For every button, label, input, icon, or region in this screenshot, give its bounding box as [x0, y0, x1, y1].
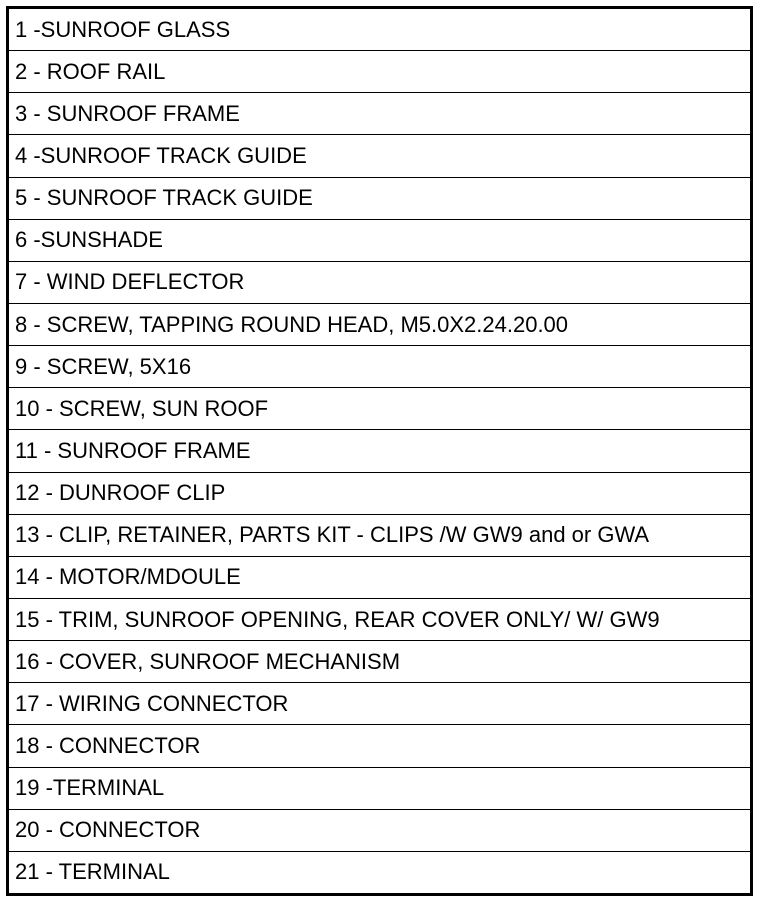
parts-legend-table [6, 6, 753, 896]
legend-row-6: 6 -SUNSHADE [9, 220, 750, 262]
legend-row-21: 21 - TERMINAL [15, 859, 170, 885]
legend-row-8: 8 - SCREW, TAPPING ROUND HEAD, M5.0X2.24.20.00 [9, 304, 750, 346]
legend-row-20: 20 - CONNECTOR [9, 810, 750, 852]
legend-row-14: 14 - MOTOR/MDOULE [9, 557, 750, 599]
legend-row-9: 9 - SCREW, 5X16 [9, 346, 750, 388]
legend-row-3: 3 - SUNROOF FRAME [9, 93, 750, 135]
legend-row-2: 2 - ROOF RAIL [9, 51, 750, 93]
legend-row-19: 19 -TERMINAL [9, 768, 750, 810]
legend-row-10: 10 - SCREW, SUN ROOF [9, 388, 750, 430]
legend-row-18: 18 - CONNECTOR [9, 725, 750, 767]
legend-row-5: 5 - SUNROOF TRACK GUIDE [9, 178, 750, 220]
legend-row-11: 11 - SUNROOF FRAME [9, 430, 750, 472]
legend-row-13: 13 - CLIP, RETAINER, PARTS KIT - CLIPS /W GW9 and or GWA [9, 515, 750, 557]
legend-row-15: 15 - TRIM, SUNROOF OPENING, REAR COVER ONLY/ W/ GW9 [9, 599, 750, 641]
legend-row-16: 16 - COVER, SUNROOF MECHANISM [9, 641, 750, 683]
legend-row-1: 1 -SUNROOF GLASS [9, 9, 750, 51]
legend-row-17: 17 - WIRING CONNECTOR [9, 683, 750, 725]
legend-row-7: 7 - WIND DEFLECTOR [9, 262, 750, 304]
legend-row-12: 12 - DUNROOF CLIP [9, 473, 750, 515]
legend-row-4: 4 -SUNROOF TRACK GUIDE [9, 135, 750, 177]
